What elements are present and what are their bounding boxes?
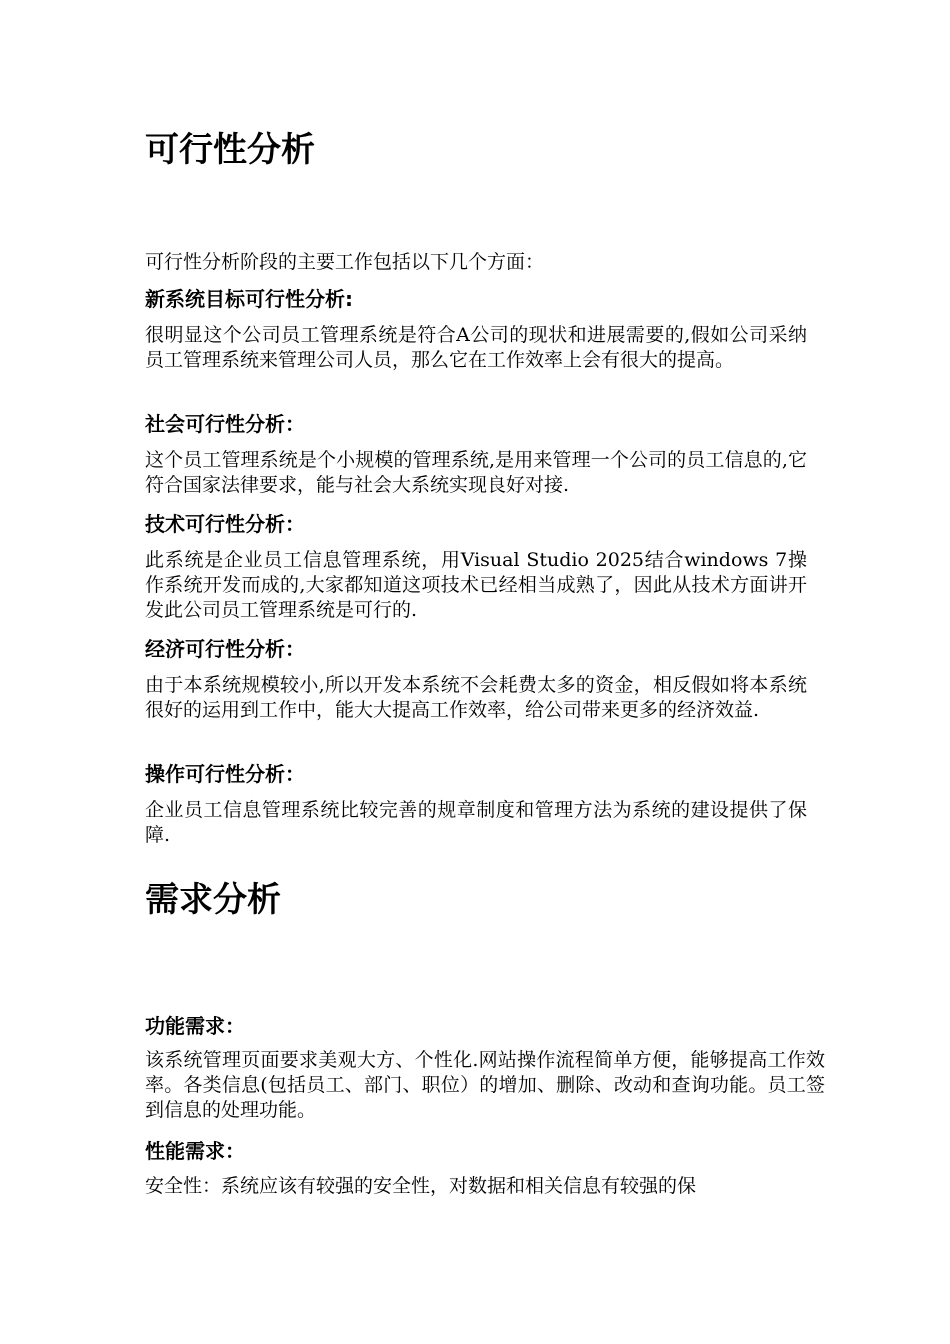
feasibility-intro: 可行性分析阶段的主要工作包括以下几个方面： <box>145 251 545 273</box>
paragraph-functional-requirements: 该系统管理页面要求美观大方、个性化.网站操作流程简单方便，能够提高工作效率。各类信息(包括员工、部门、职位）的增加、删除、改动和查询功能。员工签到信息的处理功能。 <box>145 1049 825 1121</box>
heading-technical-feasibility: 技术可行性分析： <box>145 512 305 536</box>
paragraph-technical-feasibility: 此系统是企业员工信息管理系统，用Visual Studio 2025结合windows 7操作系统开发而成的,大家都知道这项技术已经相当成熟了，因此从技术方面讲开发此公司员工管理系统是可行的. <box>145 549 807 621</box>
section-title-requirements: 需求分析 <box>145 880 281 920</box>
heading-performance-requirements: 性能需求： <box>145 1139 245 1163</box>
paragraph-social-feasibility: 这个员工管理系统是个小规模的管理系统,是用来管理一个公司的员工信息的,它符合国家法律要求，能与社会大系统实现良好对接. <box>145 449 807 496</box>
heading-social-feasibility: 社会可行性分析： <box>145 412 305 436</box>
heading-economic-feasibility: 经济可行性分析： <box>145 637 305 661</box>
paragraph-operational-feasibility: 企业员工信息管理系统比较完善的规章制度和管理方法为系统的建设提供了保障. <box>145 799 807 846</box>
paragraph-economic-feasibility: 由于本系统规模较小,所以开发本系统不会耗费太多的资金，相反假如将本系统很好的运用到工作中，能大大提高工作效率，给公司带来更多的经济效益. <box>145 674 807 721</box>
paragraph-performance-requirements: 安全性：系统应该有较强的安全性，对数据和相关信息有较强的保 <box>145 1175 697 1197</box>
heading-goal-feasibility: 新系统目标可行性分析: <box>145 287 353 311</box>
section-title-feasibility: 可行性分析 <box>145 130 315 170</box>
heading-functional-requirements: 功能需求： <box>145 1014 245 1038</box>
paragraph-goal-feasibility: 很明显这个公司员工管理系统是符合A公司的现状和进展需要的,假如公司采纳员工管理系统来管理公司人员，那么它在工作效率上会有很大的提高。 <box>145 324 807 371</box>
heading-operational-feasibility: 操作可行性分析： <box>145 762 305 786</box>
